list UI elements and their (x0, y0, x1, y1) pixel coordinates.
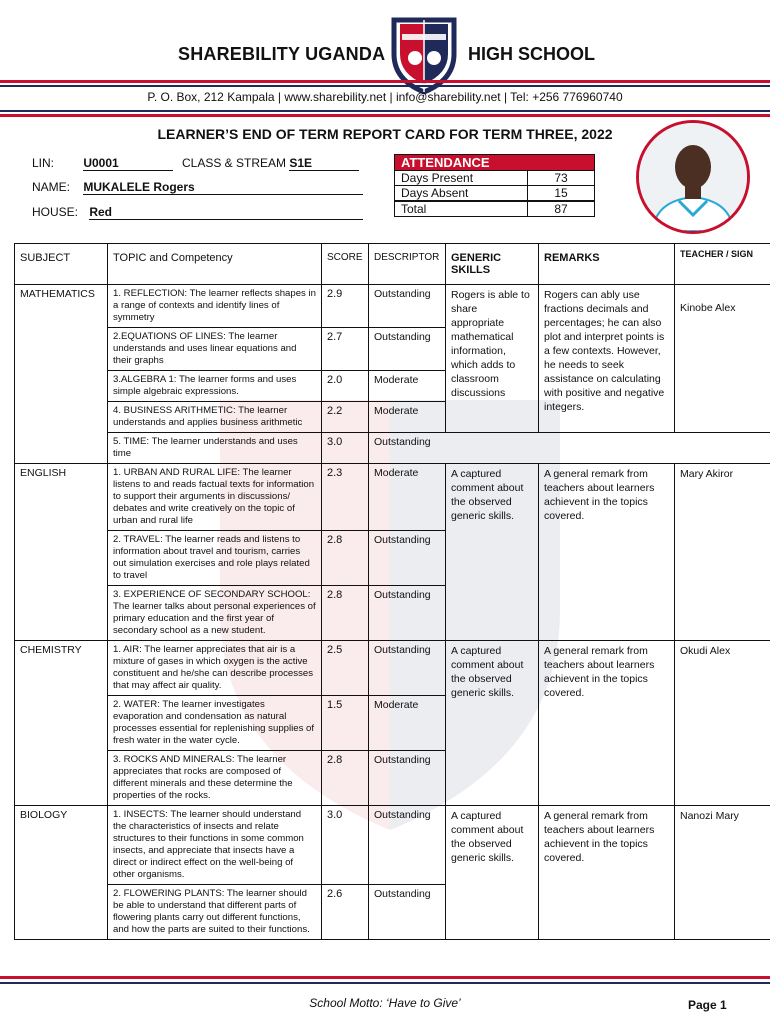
name-value: MUKALELE Rogers (83, 180, 363, 195)
attendance-absent-value: 15 (528, 186, 595, 202)
descriptor-value: Outstanding (369, 586, 446, 641)
topic-text: 1. REFLECTION: The learner reflects shapes in a range of contexts and identify lines of symmetry (108, 285, 322, 328)
descriptor-value: Outstanding (369, 806, 446, 885)
class-label: CLASS & STREAM (182, 156, 287, 170)
header-descriptor: DESCRIPTOR (369, 244, 446, 285)
subject-name: CHEMISTRY (15, 641, 108, 806)
remarks-text: A general remark from teachers about learners achievent in the topics covered. (539, 464, 675, 641)
contact-rule-navy (0, 110, 770, 112)
attendance-present-label: Days Present (395, 171, 528, 186)
lin-value: U0001 (83, 156, 173, 171)
header-subject: SUBJECT (15, 244, 108, 285)
score-value: 1.5 (322, 696, 369, 751)
lin-field (32, 156, 173, 171)
results-table (14, 243, 770, 940)
topic-text: 3.ALGEBRA 1: The learner forms and uses simple algebraic expressions. (108, 371, 322, 402)
topic-text: 3. EXPERIENCE OF SECONDARY SCHOOL: The learner talks about personal experiences of primary education and the first year of secondary school as a new student. (108, 586, 322, 641)
topic-text: 5. TIME: The learner understands and uses time (108, 433, 322, 464)
score-value: 2.0 (322, 371, 369, 402)
generic-skills-text: A captured comment about the observed generic skills. (446, 806, 539, 940)
name-field (32, 180, 363, 195)
contact-line: P. O. Box, 212 Kampala | www.sharebility.net | info@sharebility.net | Tel: +256 776960740 (147, 90, 623, 104)
teacher-name: Mary Akiror (675, 464, 770, 641)
attendance-total-value: 87 (528, 201, 595, 217)
contact-rule-red (0, 114, 770, 117)
descriptor-value: Moderate (369, 696, 446, 751)
class-field (182, 156, 359, 171)
score-value: 2.6 (322, 885, 369, 940)
school-name-left: SHAREBILITY UGANDA (178, 44, 386, 64)
score-value: 3.0 (322, 433, 369, 464)
table-row (15, 464, 770, 531)
score-value: 2.3 (322, 464, 369, 531)
topic-text: 1. INSECTS: The learner should understand the characteristics of insects and relate structures to their functions in some common insects, and appreciate that insects have a direct or indirect effect on the well-being of other organisms. (108, 806, 322, 885)
remarks-text: Rogers can ably use fractions decimals and percentages; he can also plot and interpret points is a few contexts. However, he needs to seek assistance on calculating with positive and negative integers. (539, 285, 675, 433)
footer-rule-navy (0, 982, 770, 984)
score-value: 2.5 (322, 641, 369, 696)
page-number: Page 1 (688, 998, 727, 1012)
class-value: S1E (289, 156, 359, 171)
generic-skills-text: A captured comment about the observed generic skills. (446, 641, 539, 806)
descriptor-value: Outstanding (369, 328, 446, 371)
header-teacher: TEACHER / SIGN (675, 244, 770, 285)
teacher-name: Okudi Alex (675, 641, 770, 806)
topic-text: 1. AIR: The learner appreciates that air is a mixture of gases in which oxygen is the active constituent and he/she can describe processes that may affect air quality. (108, 641, 322, 696)
school-name-right: HIGH SCHOOL (468, 44, 596, 64)
descriptor-value: Moderate (369, 402, 446, 433)
teacher-name: Nanozi Mary (675, 806, 770, 940)
descriptor-value: Outstanding (369, 751, 446, 806)
score-value: 2.2 (322, 402, 369, 433)
descriptor-value: Outstanding (369, 285, 446, 328)
score-value: 2.8 (322, 531, 369, 586)
header-generic: GENERIC SKILLS (446, 244, 539, 285)
header-rule-red (0, 80, 770, 83)
name-label: NAME: (32, 180, 71, 194)
generic-skills-text: Rogers is able to share appropriate mathematical information, which adds to classroom discussions (446, 285, 539, 433)
remarks-text: A general remark from teachers about learners achievent in the topics covered. (539, 806, 675, 940)
house-value: Red (89, 205, 363, 220)
score-value: 2.7 (322, 328, 369, 371)
learner-photo (636, 120, 750, 234)
table-row (15, 433, 770, 464)
topic-text: 1. URBAN AND RURAL LIFE: The learner listens to and reads factual texts for information to support their arguments in discussions/ debates and write creatively on the topic of urban and rural life (108, 464, 322, 531)
score-value: 2.8 (322, 751, 369, 806)
topic-text: 2. FLOWERING PLANTS: The learner should be able to understand that different parts of flowering plants carry out different functions, and how the parts are suited to their functions. (108, 885, 322, 940)
header-rule-navy (0, 85, 770, 87)
attendance-table (394, 154, 595, 217)
remarks-text: A general remark from teachers about learners achievent in the topics covered. (539, 641, 675, 806)
subject-name: BIOLOGY (15, 806, 108, 940)
topic-text: 2. TRAVEL: The learner reads and listens to information about travel and tourism, carries out simulation exercises and role plays related to travel (108, 531, 322, 586)
descriptor-value: Outstanding (369, 885, 446, 940)
table-row (15, 641, 770, 696)
generic-skills-text: A captured comment about the observed generic skills. (446, 464, 539, 641)
lin-label: LIN: (32, 156, 55, 170)
report-title: LEARNER’S END OF TERM REPORT CARD FOR TERM THREE, 2022 (157, 126, 613, 142)
house-label: HOUSE: (32, 205, 79, 219)
header-score: SCORE (322, 244, 369, 285)
house-field (32, 205, 363, 220)
score-value: 3.0 (322, 806, 369, 885)
descriptor-value: Outstanding (369, 433, 770, 464)
descriptor-value: Moderate (369, 371, 446, 402)
subject-name: MATHEMATICS (15, 285, 108, 464)
subject-name: ENGLISH (15, 464, 108, 641)
footer-rule-red (0, 976, 770, 979)
school-motto: School Motto: ‘Have to Give’ (309, 996, 461, 1010)
score-value: 2.8 (322, 586, 369, 641)
descriptor-value: Outstanding (369, 641, 446, 696)
attendance-total-label: Total (395, 201, 528, 217)
score-value: 2.9 (322, 285, 369, 328)
attendance-absent-label: Days Absent (395, 186, 528, 202)
table-row (15, 806, 770, 885)
attendance-present-value: 73 (528, 171, 595, 186)
descriptor-value: Moderate (369, 464, 446, 531)
topic-text: 4. BUSINESS ARITHMETIC: The learner understands and applies business arithmetic (108, 402, 322, 433)
descriptor-value: Outstanding (369, 531, 446, 586)
header-topic: TOPIC and Competency (108, 244, 322, 285)
topic-text: 2. WATER: The learner investigates evaporation and condensation as natural processes essential for replenishing supplies of fresh water in the water cycle. (108, 696, 322, 751)
topic-text: 3. ROCKS AND MINERALS: The learner appreciates that rocks are composed of different minerals and these determine the properties of the rocks. (108, 751, 322, 806)
learner-avatar-icon (639, 123, 747, 231)
header-remarks: REMARKS (539, 244, 675, 285)
table-row (15, 285, 770, 328)
topic-text: 2.EQUATIONS OF LINES: The learner understands and uses linear equations and their graphs (108, 328, 322, 371)
attendance-heading: ATTENDANCE (395, 155, 595, 171)
teacher-name: Kinobe Alex (675, 285, 770, 433)
